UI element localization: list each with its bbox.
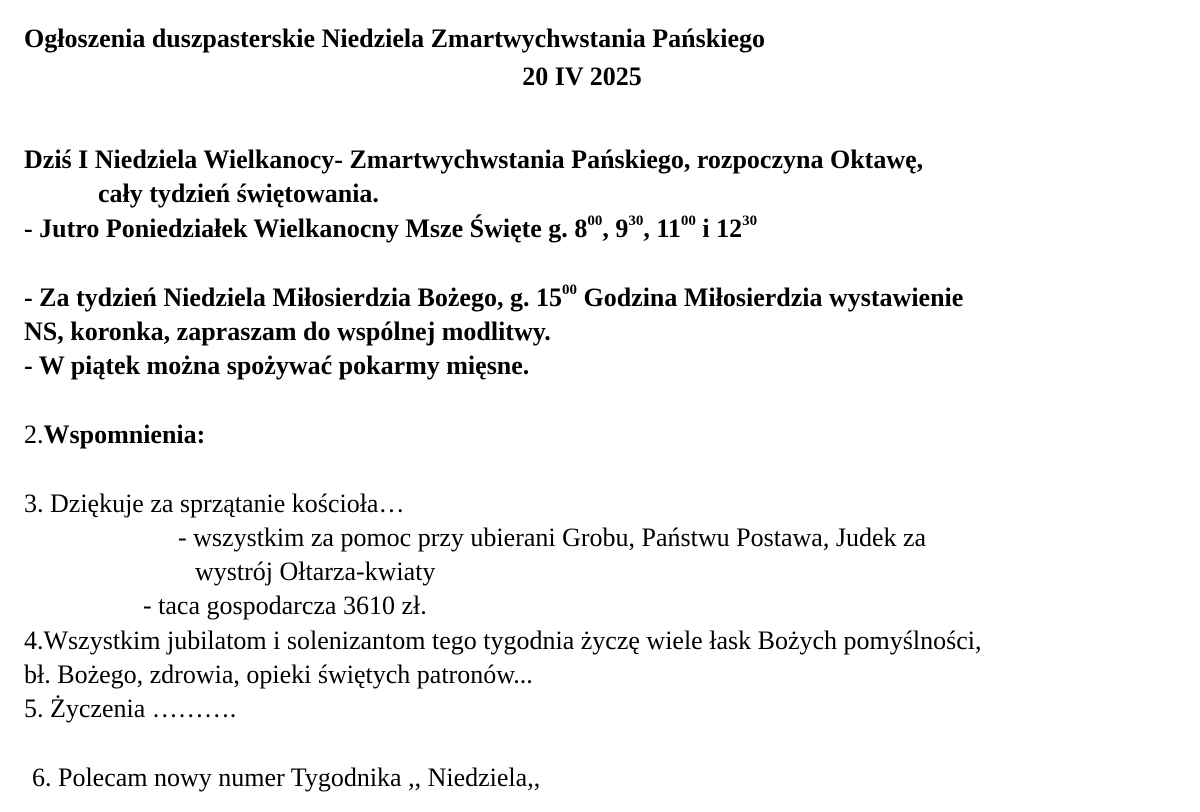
time-1-minutes: 00 xyxy=(587,213,603,230)
time-1-hour: 8 xyxy=(574,214,588,243)
item-4-line-2: bł. Bożego, zdrowia, opieki świętych patronów... xyxy=(24,660,533,689)
item-3-sub-2: - taca gospodarcza 3610 zł. xyxy=(143,591,427,620)
page-title: Ogłoszenia duszpasterskie Niedziela Zmartwychwstania Pańskiego xyxy=(24,24,765,53)
item-4-line-1: 4.Wszystkim jubilatom i solenizantom tego tygodnia życzę wiele łask Bożych pomyślności, xyxy=(24,626,982,655)
friday-line: - W piątek można spożywać pokarmy mięsne. xyxy=(24,351,530,380)
time-separator: , xyxy=(643,214,657,243)
time-2-minutes: 30 xyxy=(628,213,644,230)
page-date: 20 IV 2025 xyxy=(522,62,642,91)
mercy-text-b: Godzina Miłosierdzia wystawienie xyxy=(576,283,964,312)
time-3-minutes: 00 xyxy=(680,213,696,230)
time-3-hour: 11 xyxy=(656,214,681,243)
item-5-line: 5. Życzenia ………. xyxy=(24,694,237,723)
mercy-hour: 15 xyxy=(535,283,562,312)
item-6-line: 6. Polecam nowy numer Tygodnika ,, Niedziela,, xyxy=(32,763,541,792)
time-separator: , xyxy=(602,214,616,243)
mercy-text-a: - Za tydzień Niedziela Miłosierdzia Bożego, g. xyxy=(24,283,536,312)
item-2-line xyxy=(24,418,205,452)
item-2-number: 2. xyxy=(24,420,44,449)
item-3-line: 3. Dziękuje za sprzątanie kościoła… xyxy=(24,489,405,518)
item-3-sub-1-line-1: - wszystkim za pomoc przy ubierani Grobu, Państwu Postawa, Judek za xyxy=(178,523,927,552)
item-2-label: Wspomnienia: xyxy=(43,420,206,449)
intro-line-2: cały tydzień świętowania. xyxy=(98,179,379,208)
time-2-hour: 9 xyxy=(615,214,629,243)
mercy-minutes: 00 xyxy=(561,282,577,299)
time-separator: i xyxy=(695,214,717,243)
monday-masses-line xyxy=(24,212,757,246)
time-4-hour: 12 xyxy=(716,214,743,243)
mercy-sunday-line-2: NS, koronka, zapraszam do wspólnej modlitwy. xyxy=(24,317,551,346)
item-3-sub-1-line-2: wystrój Ołtarza-kwiaty xyxy=(195,557,436,586)
intro-line-1: Dziś I Niedziela Wielkanocy- Zmartwychwstania Pańskiego, rozpoczyna Oktawę, xyxy=(24,145,924,174)
time-4-minutes: 30 xyxy=(742,213,758,230)
monday-text: - Jutro Poniedziałek Wielkanocny Msze Święte g. xyxy=(24,214,575,243)
mercy-sunday-line-1 xyxy=(24,281,963,315)
